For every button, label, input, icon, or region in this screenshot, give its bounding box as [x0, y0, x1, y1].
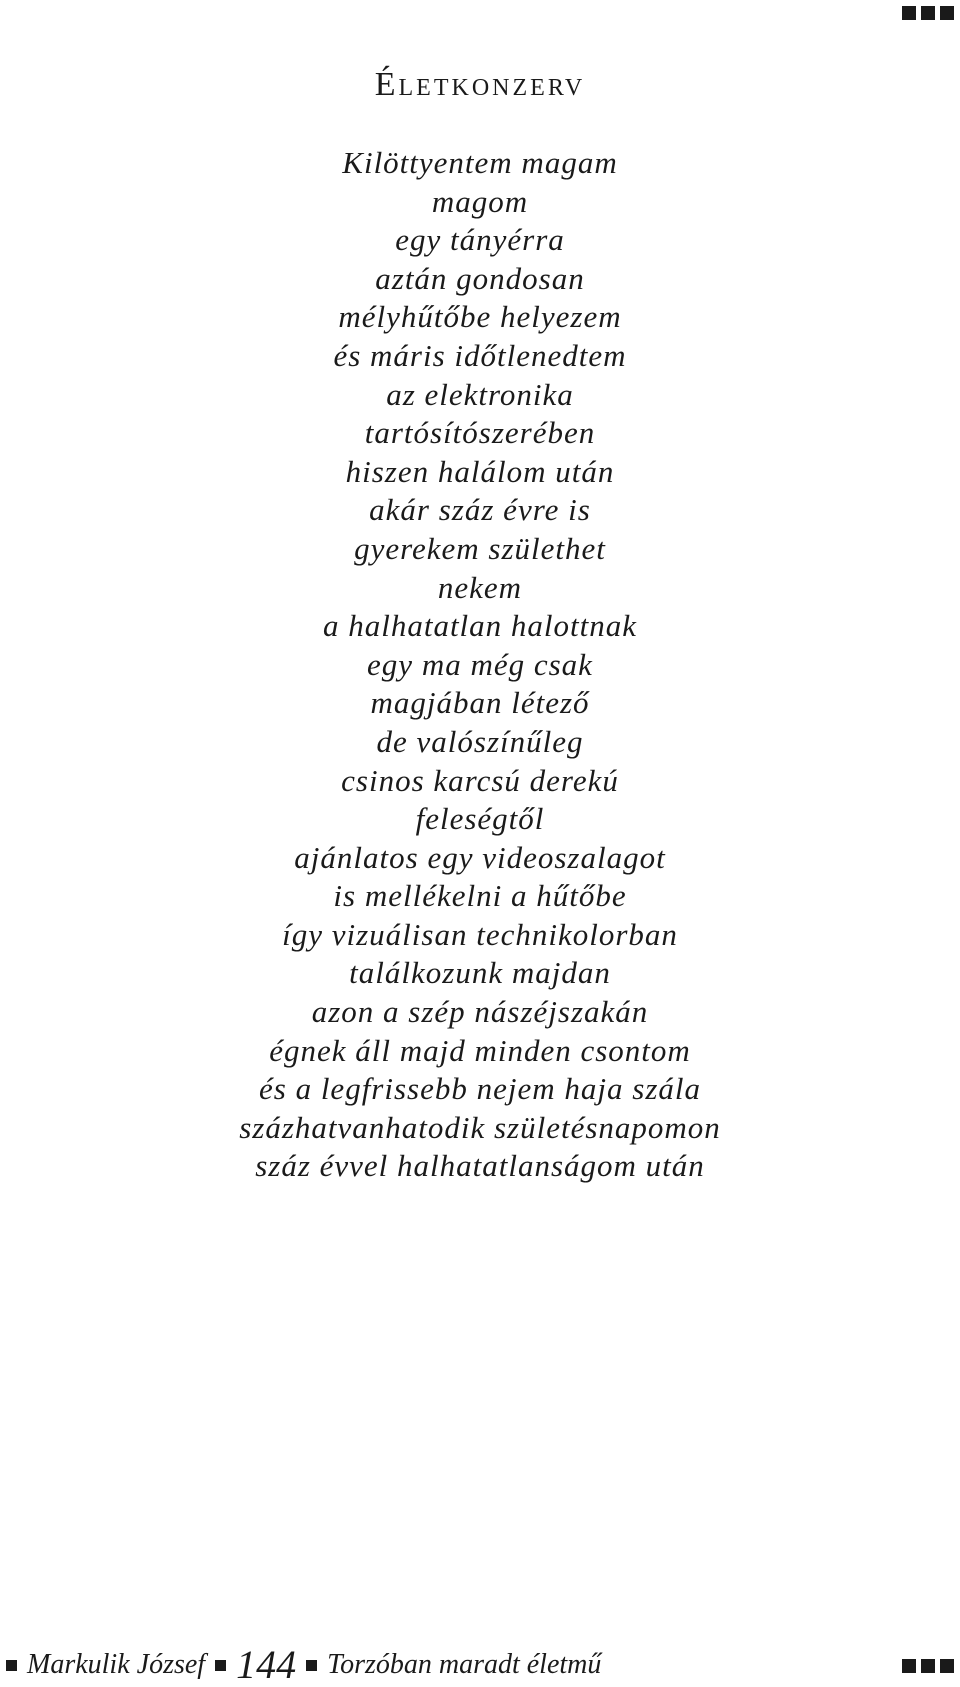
page-number: 144 [236, 1642, 297, 1687]
poem-line: azon a szép nászéjszakán [311, 994, 649, 1030]
poem-line: és a legfrissebb nejem haja szála [259, 1071, 701, 1107]
poem-line: de valószínűleg [376, 723, 584, 759]
footer-author: Markulik József [27, 1649, 206, 1680]
page-footer [0, 1642, 960, 1687]
square-icon [902, 1659, 916, 1673]
corner-decoration [902, 6, 954, 20]
poem-line: feleségtől [415, 801, 545, 837]
poem-line: ajánlatos egy videoszalagot [294, 839, 666, 875]
square-icon [940, 1659, 954, 1673]
poem-line: mélyhűtőbe helyezem [338, 299, 622, 335]
poem-line: egy tányérra [395, 222, 565, 258]
poem-body [0, 144, 960, 1186]
poem-line: aztán gondosan [375, 260, 585, 296]
poem-line: száz évvel halhatatlanságom után [255, 1148, 705, 1184]
poem-line: magjában létező [370, 685, 590, 721]
poem-line: akár száz évre is [369, 492, 591, 528]
poem-line: magom [431, 183, 529, 219]
poem-line: is mellékelni a hűtőbe [333, 878, 627, 914]
square-icon [902, 6, 916, 20]
footer-corner-decoration [902, 1659, 954, 1673]
poem-line: égnek áll majd minden csontom [269, 1032, 691, 1068]
square-icon [6, 1660, 17, 1671]
poem-title: Életkonzerv [374, 66, 586, 103]
poem-line: tartósítószerében [364, 415, 596, 451]
footer-book-title: Torzóban maradt életmű [327, 1649, 602, 1680]
poem-line: százhatvanhatodik születésnapomon [239, 1109, 721, 1145]
square-icon [940, 6, 954, 20]
poem-line: az elektronika [386, 376, 574, 412]
poem-line: hiszen halálom után [345, 453, 615, 489]
poem-line: a halhatatlan halottnak [322, 608, 638, 644]
poem-line: találkozunk majdan [349, 955, 611, 991]
poem-line: így vizuálisan technikolorban [282, 916, 678, 952]
poem-line: csinos karcsú derekú [341, 762, 619, 798]
poem-line: nekem [437, 569, 523, 605]
poem-line: egy ma még csak [367, 646, 593, 682]
square-icon [215, 1660, 226, 1671]
poem-line: gyerekem születhet [354, 530, 606, 566]
square-icon [306, 1660, 317, 1671]
poem-line: és máris időtlenedtem [333, 337, 627, 373]
square-icon [921, 6, 935, 20]
poem-line: Kilöttyentem magam [342, 145, 618, 180]
footer-running-head [6, 1642, 602, 1687]
square-icon [921, 1659, 935, 1673]
